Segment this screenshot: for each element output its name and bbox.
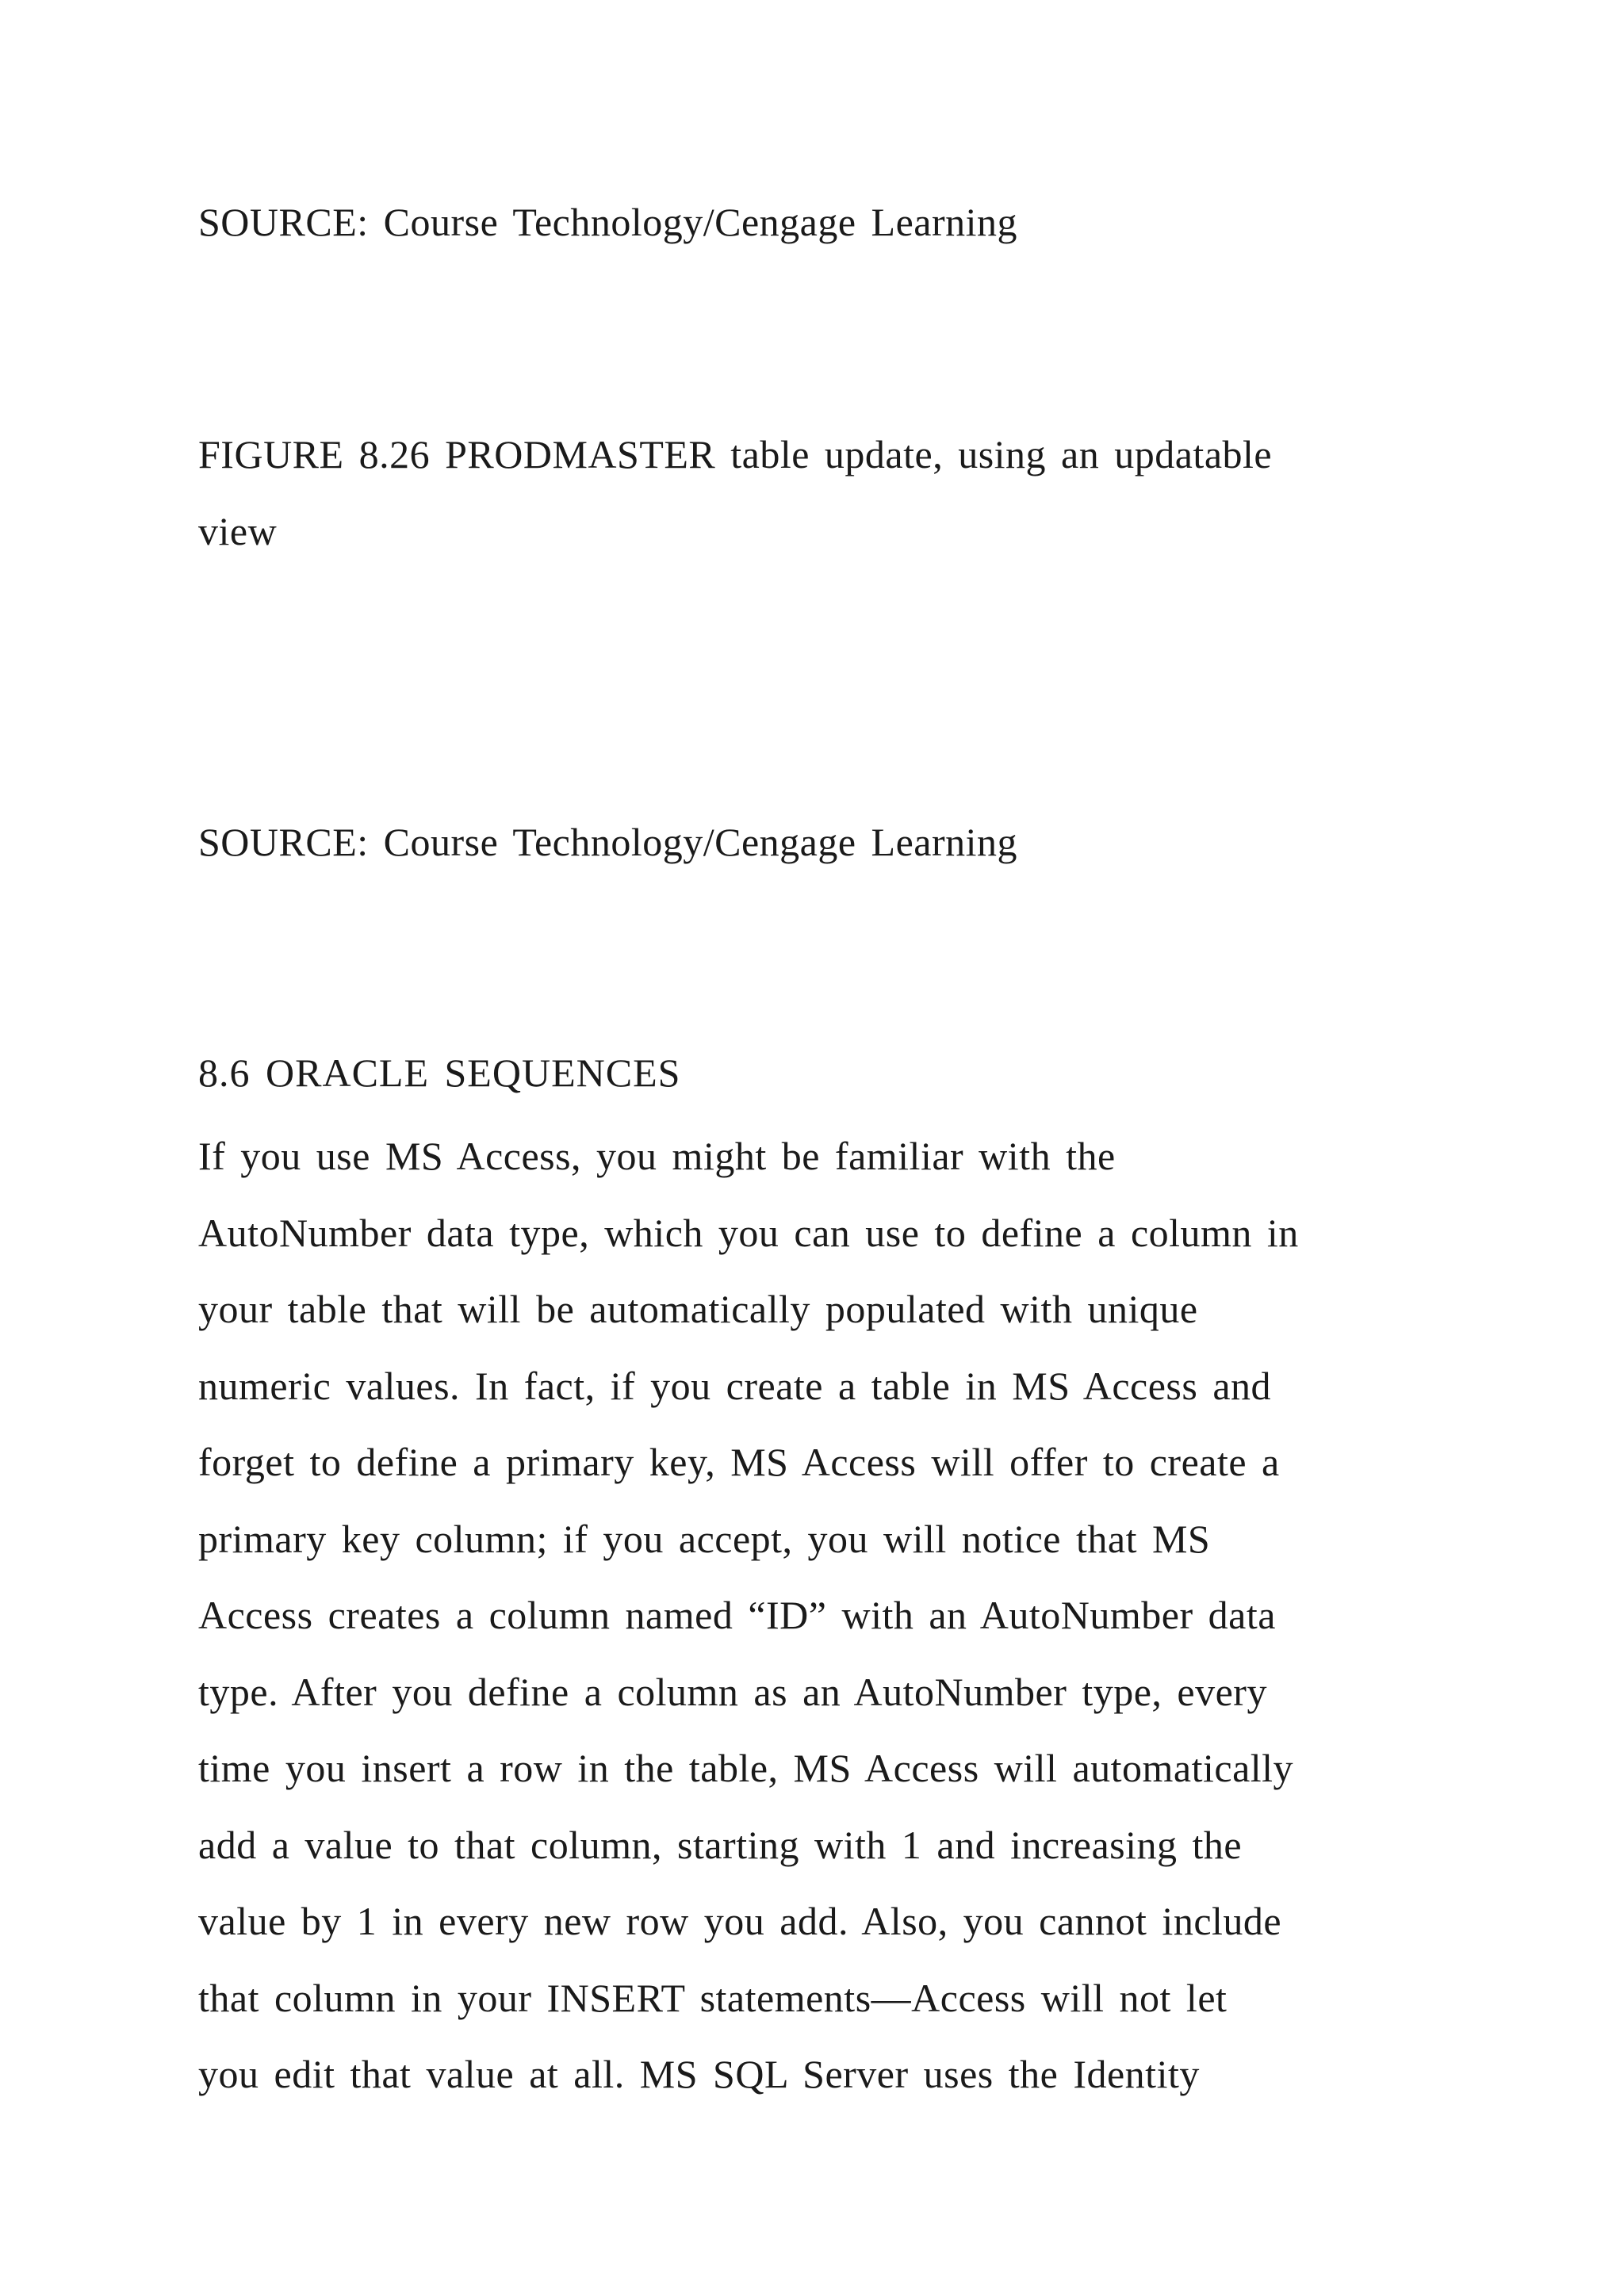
figure-caption: FIGURE 8.26 PRODMASTER table update, using an updatable xyxy=(198,432,1273,476)
source-credit: SOURCE: Course Technology/Cengage Learning xyxy=(198,820,1018,864)
paragraph-line: If you use MS Access, you might be familiar with the xyxy=(198,1134,1116,1178)
paragraph-line: type. After you define a column as an AutoNumber type, every xyxy=(198,1669,1267,1714)
paragraph-line: forget to define a primary key, MS Access will offer to create a xyxy=(198,1440,1280,1484)
source-credit: SOURCE: Course Technology/Cengage Learning xyxy=(198,200,1018,244)
section-heading: 8.6 ORACLE SEQUENCES xyxy=(198,1050,681,1095)
paragraph-line: you edit that value at all. MS SQL Server uses the Identity xyxy=(198,2052,1200,2096)
body-paragraph xyxy=(198,1118,1451,2113)
paragraph-line: numeric values. In fact, if you create a table in MS Access and xyxy=(198,1363,1272,1408)
figure-caption-continued: view xyxy=(198,509,278,553)
paragraph-line: AutoNumber data type, which you can use to define a column in xyxy=(198,1210,1299,1255)
paragraph-line: that column in your INSERT statements—Access will not let xyxy=(198,1975,1228,2020)
paragraph-line: your table that will be automatically populated with unique xyxy=(198,1287,1198,1331)
paragraph-line: value by 1 in every new row you add. Also, you cannot include xyxy=(198,1899,1282,1943)
paragraph-line: add a value to that column, starting with 1 and increasing the xyxy=(198,1822,1243,1867)
paragraph-line: Access creates a column named “ID” with an AutoNumber data xyxy=(198,1593,1276,1637)
paragraph-line: time you insert a row in the table, MS Access will automatically xyxy=(198,1746,1294,1790)
paragraph-line: primary key column; if you accept, you will notice that MS xyxy=(198,1516,1211,1561)
